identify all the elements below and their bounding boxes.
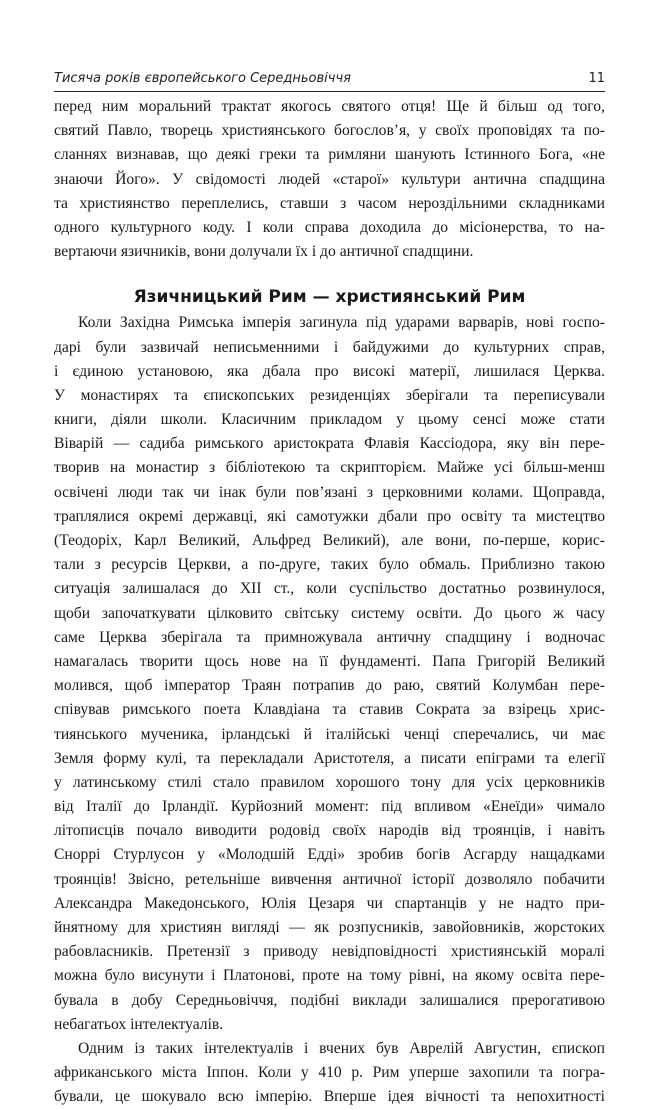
text-line: тиянського мученика, ірландські й італійські ченці сперечались, чи має (54, 725, 605, 743)
text-line: У монастирях та єпископських резиденціях зберігали та переписували (54, 386, 605, 404)
text-line: святий Павло, творець християнського богослов’я, у своїх проповідях та по- (54, 122, 605, 140)
text-line: книги, діяли школи. Класичним прикладом у цьому сенсі може стати (54, 411, 605, 429)
text-line: Земля форму кулі, та перекладали Аристотеля, а писати епіграми та елегії (54, 749, 605, 767)
text-line: тали з ресурсів Церкви, а по-друге, таких було обмаль. Приблизно такою (54, 556, 605, 574)
page-number: 11 (588, 71, 605, 86)
text-line: перед ним моральний трактат якогось святого отця! Ще й більш од того, (54, 98, 605, 115)
text-line: та християнство переплелись, ставши з часом нероздільними складниками (54, 194, 605, 212)
text-line: (Теодоріх, Карл Великий, Альфред Великий), але вони, по-перше, корис- (54, 532, 605, 549)
text-line: можна було висунути і Платонові, проте на тому рівні, на якому освіта пере- (54, 967, 605, 985)
text-line: траплялися окремі державці, які самотужки дбали про освіту та мистецтво (54, 507, 605, 525)
text-line: африканського міста Іппон. Коли у 410 р. Рим уперше захопили та погра- (54, 1064, 605, 1082)
text-line: небагатьох інтелектуалів. (54, 1015, 224, 1033)
text-line: творив на монастир з бібліотекою та скрипторієм. Майже усі більш-менш (54, 459, 605, 477)
text-line: літописців почало виводити родовід своїх народів від троянців, і навіть (54, 822, 605, 840)
text-line: йнятному для християн вигляді — як розпусників, завойовників, жорстоких (54, 919, 605, 936)
text-line: вертаючи язичників, вони долучали їх і до античної спадщини. (54, 243, 474, 261)
text-line: сланнях визнавав, що деякі греки та римляни шанують Істинного Бога, «не (54, 146, 605, 164)
text-line: Александра Македонського, Юлія Цезаря чи спартанців у не надто при- (54, 894, 605, 912)
text-line: у латинському стилі стало правилом хорошого тону для усіх церковників (54, 773, 605, 791)
text-line: дарі були зазвичай неписьменними і байдужими до культурних справ, (54, 338, 605, 356)
text-line: молився, щоб імператор Траян потрапив до раю, святий Колумбан пере- (54, 677, 605, 695)
text-line: бували, це шокувало всю імперію. Вперше ідея вічності та непохитності (54, 1088, 605, 1106)
text-line: саме Церква зберігала та примножувала античну спадщину і водночас (54, 628, 605, 646)
text-line: і єдиною установою, яка дбала про високі матерії, лишилася Церква. (54, 362, 605, 380)
section-heading: Язичницький Рим — християнський Рим (133, 287, 526, 308)
paragraph-3 (54, 1037, 605, 1110)
text-line: Одним із таких інтелектуалів і вчених був Аврелій Августин, єпископ (78, 1039, 605, 1057)
text-line: Сноррі Стурлусон у «Молодшій Едді» зробив богів Асгарду нащадками (54, 846, 605, 864)
text-line: одного культурного коду. І коли справа доходила до місіонерства, то на- (54, 218, 605, 236)
text-line: від Італії до Ірландії. Курйозний момент: під впливом «Енеїди» чимало (54, 798, 605, 816)
text-line: троянців! Звісно, ретельніше вивчення античної історії дозволяло побачити (54, 870, 605, 888)
text-line: щоби започаткувати цілковито світську систему освіти. До цього ж часу (54, 604, 605, 622)
running-title: Тисяча років європейського Середньовіччя (54, 71, 351, 86)
body-text (54, 95, 605, 1110)
text-line: Віварій — садиба римського аристократа Флавія Кассіодора, яку він пере- (54, 435, 605, 453)
text-line: знаючи Його». У свідомості людей «старої» культури антична спадщина (54, 170, 605, 188)
running-header (54, 64, 605, 92)
paragraph-1 (54, 95, 605, 264)
paragraph-2 (54, 311, 605, 1037)
text-line: співував римського поета Клавдіана та ставив Сократа за взірець хрис- (54, 701, 605, 719)
text-line: бувала в добу Середньовіччя, подібні виклади залишалися прерогативою (54, 991, 605, 1009)
text-line: освічені люди так чи інак були пов’язані з церковними колами. Щоправда, (54, 483, 605, 501)
text-line: ситуація залишалася до XII ст., коли суспільство достатньо розвинулося, (54, 580, 605, 598)
text-line: рабовласників. Претензії з приводу невідповідності християнській моралі (54, 943, 605, 961)
text-line: намагалась творити щось нове на її фундаменті. Папа Григорій Великий (54, 652, 605, 670)
text-line: Коли Західна Римська імперія загинула під ударами варварів, нові госпо- (78, 314, 605, 332)
